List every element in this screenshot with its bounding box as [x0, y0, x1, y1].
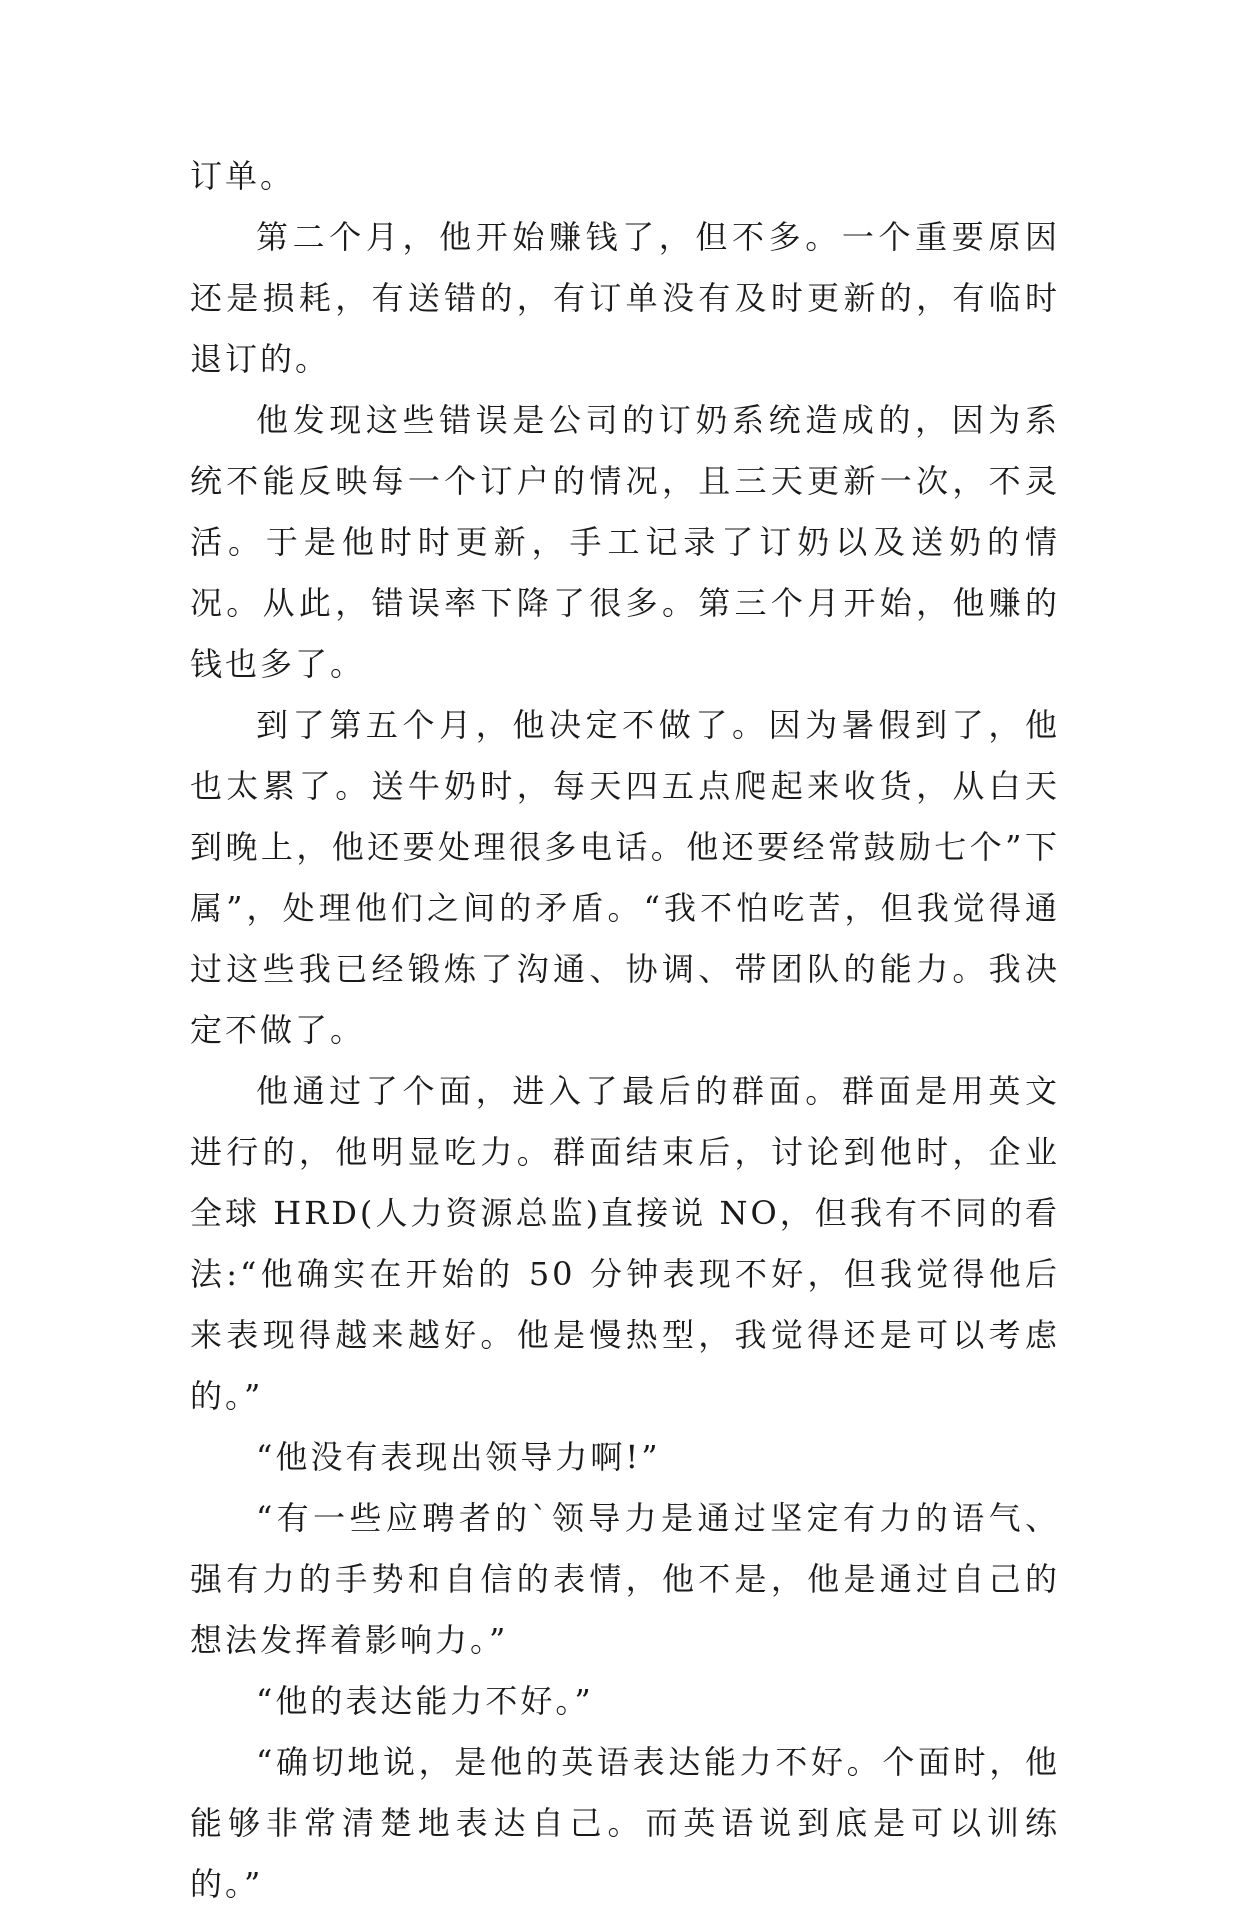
paragraph-5: 他通过了个面，进入了最后的群面。群面是用英文进行的，他明显吃力。群面结束后，讨论到他时，企业全球 HRD(人力资源总监)直接说 NO，但我有不同的看法:“他确实在开始的 50 分钟表现不好，但我觉得他后来表现得越来越好。他是慢热型，我觉得还是可以考虑的。”: [190, 1072, 1060, 1415]
paragraph-6: “他没有表现出领导力啊!”: [256, 1438, 661, 1476]
paragraph-9: “确切地说，是他的英语表达能力不好。个面时，他能够非常清楚地表达自己。而英语说到底是可以训练的。”: [190, 1743, 1060, 1903]
paragraph-7: “有一些应聘者的`领导力是通过坚定有力的语气、强有力的手势和自信的表情，他不是，他是通过自己的想法发挥着影响力。”: [190, 1499, 1060, 1659]
paragraph-3: 他发现这些错误是公司的订奶系统造成的，因为系统不能反映每一个订户的情况，且三天更新一次，不灵活。于是他时时更新，手工记录了订奶以及送奶的情况。从此，错误率下降了很多。第三个月开始，他赚的钱也多了。: [190, 401, 1060, 683]
paragraph-1: 订单。: [190, 157, 296, 195]
document-body: [190, 146, 1060, 1915]
paragraph-2: 第二个月，他开始赚钱了，但不多。一个重要原因还是损耗，有送错的，有订单没有及时更新的，有临时退订的。: [190, 218, 1060, 378]
paragraph-8: “他的表达能力不好。”: [256, 1682, 594, 1720]
paragraph-4: 到了第五个月，他决定不做了。因为暑假到了，他也太累了。送牛奶时，每天四五点爬起来收货，从白天到晚上，他还要处理很多电话。他还要经常鼓励七个”下属”，处理他们之间的矛盾。“我不怕吃苦，但我觉得通过这些我已经锻炼了沟通、协调、带团队的能力。我决定不做了。: [190, 706, 1060, 1049]
